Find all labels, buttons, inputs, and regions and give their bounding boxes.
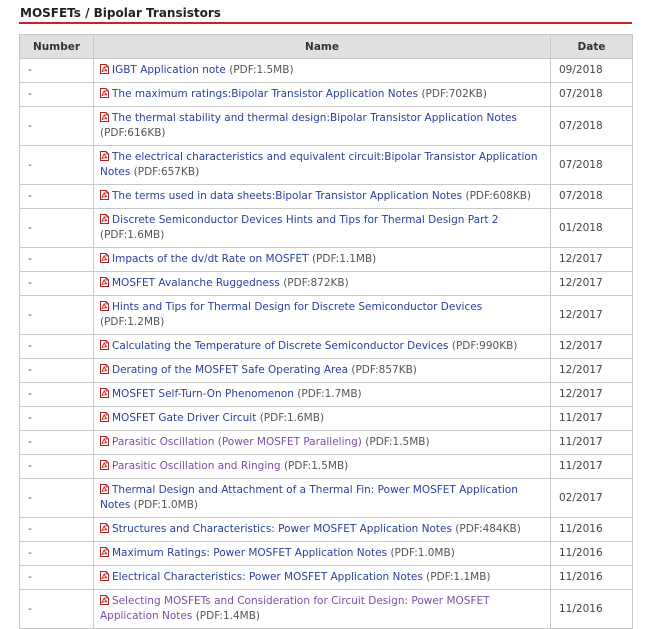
- title-underline: [19, 22, 632, 24]
- row-name-cell: [94, 455, 551, 479]
- row-date: 07/2018: [551, 83, 633, 107]
- document-link[interactable]: Parasitic Oscillation (Power MOSFET Paralleling): [112, 436, 362, 448]
- table-row: [20, 209, 633, 248]
- file-size-info: (PDF:872KB): [283, 277, 349, 289]
- table-row: [20, 566, 633, 590]
- table-body: [20, 59, 633, 629]
- file-size-info: (PDF:1.5MB): [229, 64, 294, 76]
- document-link[interactable]: Calculating the Temperature of Discrete Semiconductor Devices: [112, 340, 449, 352]
- pdf-file-icon: [100, 412, 109, 422]
- table-row: [20, 542, 633, 566]
- row-number: -: [20, 59, 94, 83]
- row-number: -: [20, 248, 94, 272]
- file-size-info: (PDF:1.4MB): [195, 610, 261, 622]
- document-link[interactable]: Selecting MOSFETs and Consideration for Circuit Design: Power MOSFET Application Notes: [100, 595, 490, 622]
- table-row: [20, 359, 633, 383]
- file-size-info: (PDF:1.0MB): [390, 547, 455, 559]
- file-size-info: (PDF:1.0MB): [133, 499, 199, 511]
- pdf-file-icon: [100, 571, 109, 581]
- pdf-file-icon: [100, 190, 109, 200]
- table-row: [20, 479, 633, 518]
- row-number: -: [20, 209, 94, 248]
- pdf-file-icon: [100, 88, 109, 98]
- row-date: 12/2017: [551, 383, 633, 407]
- pdf-file-icon: [100, 277, 109, 287]
- table-row: [20, 296, 633, 335]
- row-date: 11/2017: [551, 407, 633, 431]
- file-size-info: (PDF:1.7MB): [297, 388, 362, 400]
- table-row: [20, 518, 633, 542]
- table-row: [20, 83, 633, 107]
- row-date: 02/2017: [551, 479, 633, 518]
- document-link[interactable]: The terms used in data sheets:Bipolar Transistor Application Notes: [112, 190, 463, 202]
- pdf-file-icon: [100, 388, 109, 398]
- row-date: 11/2017: [551, 431, 633, 455]
- document-link[interactable]: Impacts of the dv/dt Rate on MOSFET: [112, 253, 309, 265]
- document-link[interactable]: The electrical characteristics and equivalent circuit:Bipolar Transistor Application Notes: [100, 151, 538, 178]
- row-name-cell: [94, 185, 551, 209]
- column-header-name: Name: [94, 35, 551, 59]
- document-link[interactable]: MOSFET Self-Turn-On Phenomenon: [112, 388, 294, 400]
- pdf-file-icon: [100, 364, 109, 374]
- table-row: [20, 431, 633, 455]
- pdf-file-icon: [100, 460, 109, 470]
- row-date: 12/2017: [551, 248, 633, 272]
- row-number: -: [20, 83, 94, 107]
- pdf-file-icon: [100, 523, 109, 533]
- file-size-info: (PDF:702KB): [421, 88, 487, 100]
- pdf-file-icon: [100, 214, 109, 224]
- row-date: 01/2018: [551, 209, 633, 248]
- row-number: -: [20, 542, 94, 566]
- pdf-file-icon: [100, 112, 109, 122]
- document-link[interactable]: IGBT Application note: [112, 64, 226, 76]
- row-name-cell: [94, 272, 551, 296]
- file-size-info: (PDF:1.1MB): [426, 571, 491, 583]
- row-name-cell: [94, 407, 551, 431]
- row-date: 12/2017: [551, 296, 633, 335]
- row-name-cell: [94, 479, 551, 518]
- row-name-cell: [94, 209, 551, 248]
- row-name-cell: [94, 431, 551, 455]
- row-name-cell: [94, 359, 551, 383]
- row-number: -: [20, 518, 94, 542]
- row-date: 11/2016: [551, 518, 633, 542]
- document-link[interactable]: MOSFET Gate Driver Circuit: [112, 412, 257, 424]
- column-header-date: Date: [551, 35, 633, 59]
- row-number: -: [20, 590, 94, 629]
- table-row: [20, 383, 633, 407]
- row-date: 11/2016: [551, 566, 633, 590]
- row-number: -: [20, 383, 94, 407]
- table-row: [20, 335, 633, 359]
- table-header-row: [20, 35, 633, 59]
- document-link[interactable]: Thermal Design and Attachment of a Thermal Fin: Power MOSFET Application Notes: [100, 484, 518, 511]
- document-link[interactable]: The thermal stability and thermal design:Bipolar Transistor Application Notes: [112, 112, 517, 124]
- row-number: -: [20, 407, 94, 431]
- pdf-file-icon: [100, 151, 109, 161]
- file-size-info: (PDF:1.1MB): [311, 253, 377, 265]
- document-link[interactable]: Discrete Semiconductor Devices Hints and Tips for Thermal Design Part 2: [112, 214, 499, 226]
- row-number: -: [20, 431, 94, 455]
- file-size-info: (PDF:1.6MB): [259, 412, 325, 424]
- row-date: 11/2017: [551, 455, 633, 479]
- row-name-cell: [94, 590, 551, 629]
- pdf-file-icon: [100, 484, 109, 494]
- row-name-cell: [94, 107, 551, 146]
- row-date: 11/2016: [551, 542, 633, 566]
- row-name-cell: [94, 296, 551, 335]
- table-row: [20, 248, 633, 272]
- file-size-info: (PDF:1.5MB): [365, 436, 430, 448]
- row-number: -: [20, 455, 94, 479]
- file-size-info: (PDF:484KB): [455, 523, 521, 535]
- file-size-info: (PDF:1.6MB): [100, 229, 165, 241]
- row-number: -: [20, 296, 94, 335]
- documents-table: [19, 34, 633, 629]
- table-row: [20, 407, 633, 431]
- row-date: 09/2018: [551, 59, 633, 83]
- table-row: [20, 455, 633, 479]
- pdf-file-icon: [100, 253, 109, 263]
- file-size-info: (PDF:616KB): [100, 127, 166, 139]
- section-title: MOSFETs / Bipolar Transistors: [20, 6, 221, 20]
- document-link[interactable]: Structures and Characteristics: Power MOSFET Application Notes: [112, 523, 452, 535]
- pdf-file-icon: [100, 340, 109, 350]
- document-link[interactable]: Electrical Characteristics: Power MOSFET Application Notes: [112, 571, 423, 583]
- column-header-number: Number: [20, 35, 94, 59]
- row-date: 07/2018: [551, 146, 633, 185]
- row-date: 11/2016: [551, 590, 633, 629]
- row-number: -: [20, 479, 94, 518]
- row-date: 07/2018: [551, 107, 633, 146]
- file-size-info: (PDF:1.2MB): [100, 316, 165, 328]
- file-size-info: (PDF:857KB): [351, 364, 417, 376]
- table-row: [20, 590, 633, 629]
- row-number: -: [20, 185, 94, 209]
- document-link[interactable]: Hints and Tips for Thermal Design for Discrete Semiconductor Devices: [112, 301, 483, 313]
- row-name-cell: [94, 83, 551, 107]
- row-name-cell: [94, 146, 551, 185]
- file-size-info: (PDF:657KB): [133, 166, 200, 178]
- table-row: [20, 107, 633, 146]
- row-date: 12/2017: [551, 359, 633, 383]
- document-link[interactable]: Maximum Ratings: Power MOSFET Application Notes: [112, 547, 388, 559]
- row-date: 07/2018: [551, 185, 633, 209]
- row-number: -: [20, 272, 94, 296]
- row-name-cell: [94, 542, 551, 566]
- table-row: [20, 272, 633, 296]
- table-row: [20, 59, 633, 83]
- row-number: -: [20, 335, 94, 359]
- table-row: [20, 185, 633, 209]
- row-name-cell: [94, 566, 551, 590]
- file-size-info: (PDF:990KB): [451, 340, 518, 352]
- table-row: [20, 146, 633, 185]
- pdf-file-icon: [100, 301, 109, 311]
- row-date: 12/2017: [551, 335, 633, 359]
- row-number: -: [20, 107, 94, 146]
- row-number: -: [20, 566, 94, 590]
- row-name-cell: [94, 518, 551, 542]
- document-link[interactable]: MOSFET Avalanche Ruggedness: [112, 277, 280, 289]
- row-number: -: [20, 146, 94, 185]
- documents-table-container: [19, 34, 632, 629]
- file-size-info: (PDF:1.5MB): [283, 460, 349, 472]
- row-name-cell: [94, 335, 551, 359]
- document-link[interactable]: The maximum ratings:Bipolar Transistor Application Notes: [112, 88, 419, 100]
- pdf-file-icon: [100, 64, 109, 74]
- row-number: -: [20, 359, 94, 383]
- row-date: 12/2017: [551, 272, 633, 296]
- file-size-info: (PDF:608KB): [465, 190, 532, 202]
- pdf-file-icon: [100, 595, 109, 605]
- pdf-file-icon: [100, 436, 109, 446]
- row-name-cell: [94, 248, 551, 272]
- pdf-file-icon: [100, 547, 109, 557]
- row-name-cell: [94, 383, 551, 407]
- row-name-cell: [94, 59, 551, 83]
- document-link[interactable]: Derating of the MOSFET Safe Operating Area: [112, 364, 349, 376]
- document-link[interactable]: Parasitic Oscillation and Ringing: [112, 460, 281, 472]
